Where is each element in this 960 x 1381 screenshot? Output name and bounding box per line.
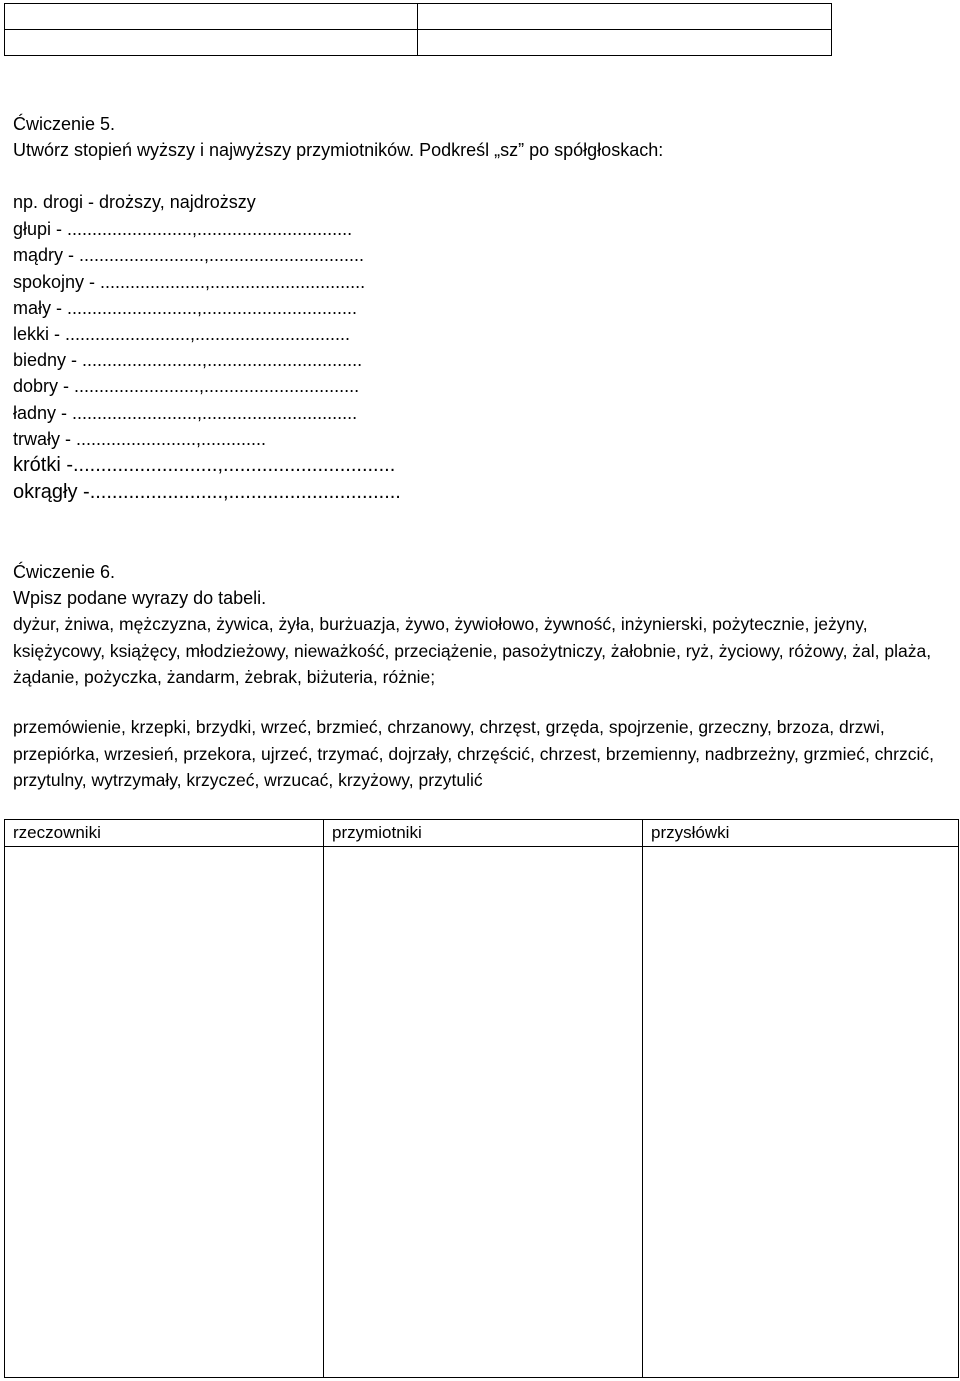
exercise5-title: Ćwiczenie 5. xyxy=(13,114,116,134)
exercise6-instruction: Wpisz podane wyrazy do tabeli. xyxy=(13,588,267,608)
table-cell xyxy=(5,30,418,56)
exercise6-words-zh: dyżur, żniwa, mężczyzna, żywica, żyła, burżuazja, żywo, żywiołowo, żywność, inżynierski, pożytecznie, jeżyny, księżycowy, książęcy, młodzieżowy, nieważkość, przeciążenie, pasożytniczy, żałobnie, ryż, życiowy, różowy, żal, plaża, żądanie, pożyczka, żandarm, żebrak, biżuteria, różnie; xyxy=(13,614,932,687)
table-row xyxy=(5,847,959,1378)
exercise5-item: spokojny - .....................,............................... xyxy=(13,272,366,292)
exercise5-item: mądry - .........................,............................... xyxy=(13,245,365,265)
words-table xyxy=(4,819,959,1378)
table-cell xyxy=(5,4,418,30)
exercise5-instruction: Utwórz stopień wyższy i najwyższy przymiotników. Podkreśl „sz” po spółgłoskach: xyxy=(13,140,664,160)
table-row xyxy=(5,30,832,56)
answer-cell-przyslowki[interactable] xyxy=(643,847,959,1378)
exercise5-item: trwały - ........................,............. xyxy=(13,429,267,449)
exercise5-item: głupi - .........................,............................... xyxy=(13,219,353,239)
exercise5-item: ładny - .........................,............................... xyxy=(13,403,358,423)
column-header-przyslowki: przysłówki xyxy=(643,820,959,847)
table-cell xyxy=(418,30,832,56)
table-row xyxy=(5,4,832,30)
exercise6-title: Ćwiczenie 6. xyxy=(13,562,116,582)
table-header-row xyxy=(5,820,959,847)
exercise5-item: dobry - .........................,............................... xyxy=(13,376,360,396)
column-header-rzeczowniki: rzeczowniki xyxy=(5,820,324,847)
column-header-przymiotniki: przymiotniki xyxy=(324,820,643,847)
exercise5-item: biedny - ........................,............................... xyxy=(13,350,363,370)
exercise5-item: krótki -..........................,............................... xyxy=(13,454,396,476)
answer-cell-rzeczowniki[interactable] xyxy=(5,847,324,1378)
table-cell xyxy=(418,4,832,30)
top-empty-table xyxy=(4,3,832,56)
answer-cell-przymiotniki[interactable] xyxy=(324,847,643,1378)
exercise5-example: np. drogi - droższy, najdroższy xyxy=(13,192,256,212)
exercise5-item: okrągły -........................,............................... xyxy=(13,481,401,503)
exercise6-words-rz: przemówienie, krzepki, brzydki, wrzeć, brzmieć, chrzanowy, chrzęst, grzęda, spojrzenie, grzeczny, brzoza, drzwi, przepiórka, wrzesień, przekora, ujrzeć, trzymać, dojrzały, chrzęścić, chrzest, brzemienny, nadbrzeżny, grzmieć, chrzcić, przytulny, wytrzymały, krzyczeć, wrzucać, krzyżowy, przytulić xyxy=(13,717,934,790)
exercise5-item: mały - ..........................,............................... xyxy=(13,298,358,318)
exercise5-item: lekki - .........................,............................... xyxy=(13,324,351,344)
